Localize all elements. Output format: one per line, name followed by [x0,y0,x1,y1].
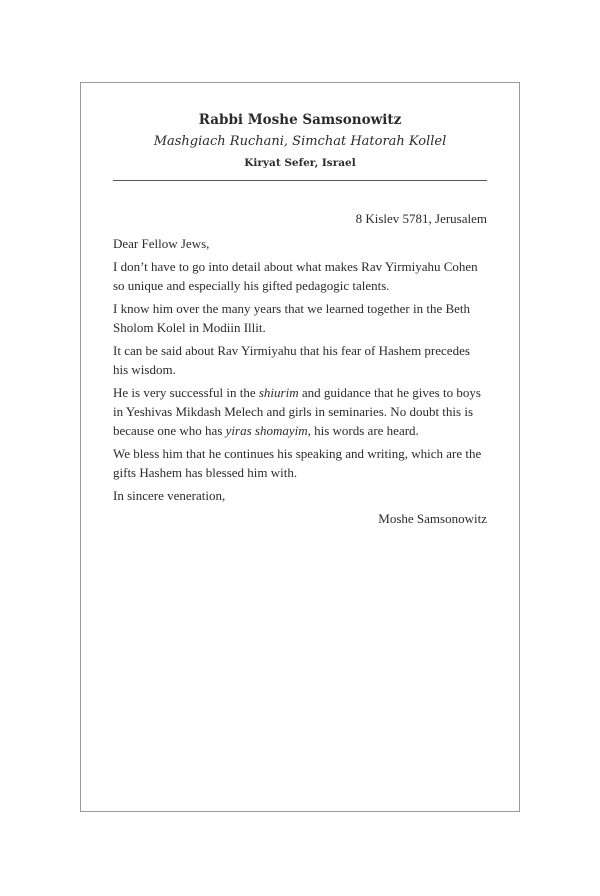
letterhead-title: Mashgiach Ruchani, Simchat Hatorah Kollel [153,134,447,149]
letterhead [113,110,487,171]
letter-paragraph-5: We bless him that he continues his speaking and writing, which are the gifts Hashem has blessed him with. [113,446,482,480]
letter-closing: In sincere veneration, [113,488,226,503]
letter-paragraph-4 [113,383,487,440]
letter-date: 8 Kislev 5781, Jerusalem [355,211,487,226]
letter-paragraph-2: I know him over the many years that we learned together in the Beth Sholom Kolel in Modiin Illit. [113,301,471,335]
letter-signature: Moshe Samsonowitz [378,511,487,526]
letter-salutation: Dear Fellow Jews, [113,236,210,251]
p4-text-a: He is very successful in the [113,385,259,400]
p4-text-e: , his words are heard. [307,423,419,438]
letterhead-divider [113,180,487,181]
letter-paragraph-1: I don’t have to go into detail about what makes Rav Yirmiyahu Cohen so unique and especially his gifted pedagogic talents. [113,259,478,293]
letterhead-name: Rabbi Moshe Samsonowitz [198,112,402,128]
p4-term-yiras-shomayim: yiras shomayim [225,423,308,438]
letterhead-place: Kiryat Sefer, Israel [244,157,356,169]
p4-term-shiurim: shiurim [258,385,299,400]
letter-paragraph-3: It can be said about Rav Yirmiyahu that his fear of Hashem precedes his wisdom. [113,343,470,377]
p4-text-c: and guidance that he gives to boys in Yeshivas Mikdash Melech and girls in seminaries. No doubt this is because one who has [113,385,481,438]
letter-body [113,209,487,532]
